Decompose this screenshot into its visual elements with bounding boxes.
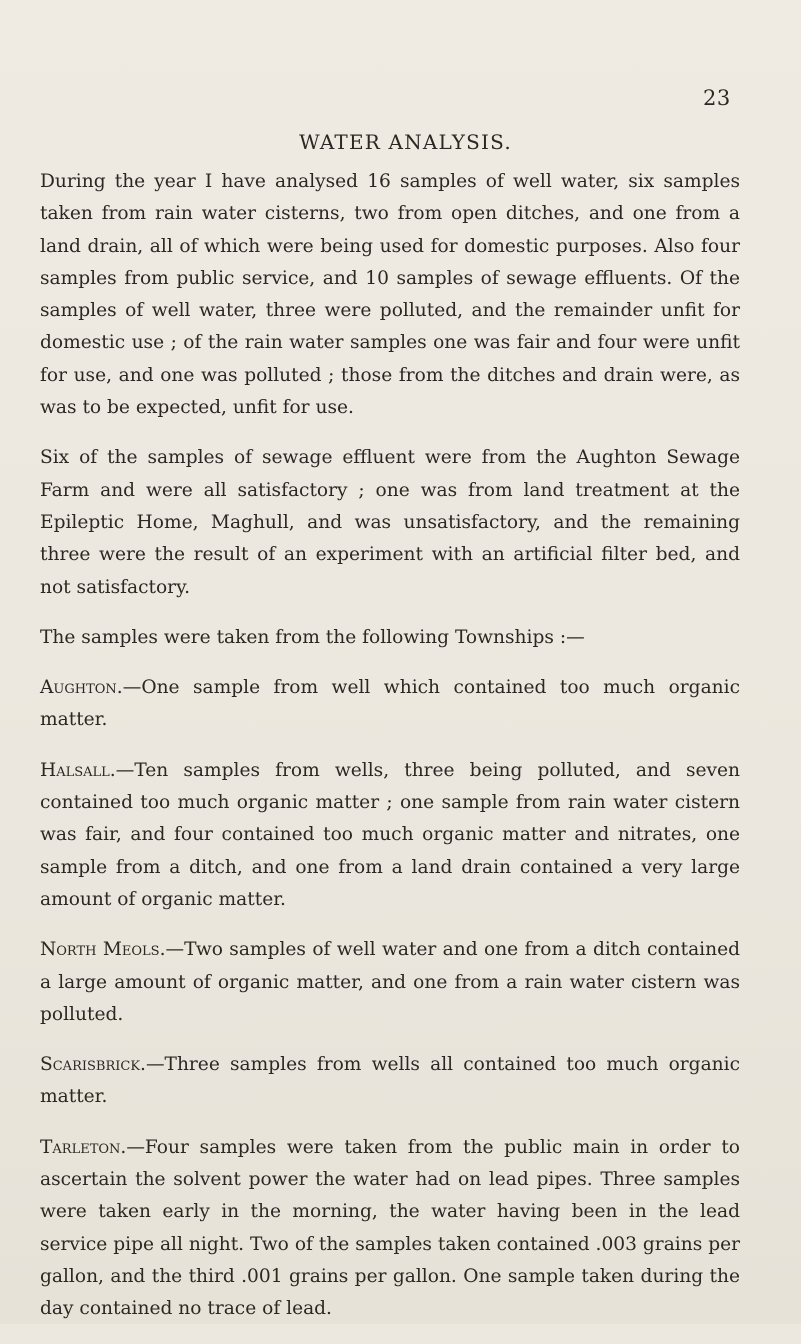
paragraph-halsall	[40, 755, 740, 916]
paragraph-text: The samples were taken from the following Townships :—	[40, 626, 585, 648]
paragraph-sewage-effluent	[40, 442, 740, 603]
paragraph-scarisbrick	[40, 1049, 740, 1114]
paragraph-text: —Three samples from wells all contained too much organic matter.	[40, 1054, 740, 1108]
paragraph-text: —One sample from well which contained too much organic matter.	[40, 677, 740, 731]
paragraph-text: Six of the samples of sewage effluent were from the Aughton Sewage Farm and were all satisfactory ; one was from land treatment at the Epileptic Home, Maghull, and was unsatisfactory, and the remaining three were the result of an experiment with an artificial filter bed, and not satisfactory.	[40, 447, 740, 598]
paragraph-aughton	[40, 672, 740, 737]
township-name: Halsall.	[40, 759, 116, 781]
township-name: Scarisbrick.	[40, 1054, 146, 1076]
paragraph-intro	[40, 166, 740, 424]
body-text	[40, 166, 740, 1344]
paragraph-text: —Four samples were taken from the public main in order to ascertain the solvent power the water had on lead pipes. Three samples were taken early in the morning, the water having been in the lead service pipe all night. Two of the samples taken contained .003 grains per gallon, and the third .001 grains per gallon. One sample taken during the day contained no trace of lead.	[40, 1136, 740, 1320]
township-name: Aughton.	[40, 677, 123, 699]
paragraph-text: —Ten samples from wells, three being polluted, and seven contained too much organic matter ; one sample from rain water cistern was fair, and four contained too much organic matter and nitrates, one sample from a ditch, and one from a land drain contained a very large amount of organic matter.	[40, 759, 740, 910]
paragraph-text: During the year I have analysed 16 samples of well water, six samples taken from rain water cisterns, two from open ditches, and one from a land drain, all of which were being used for domestic purposes. Also four samples from public service, and 10 samples of sewage effluents. Of the samples of well water, three were polluted, and the remainder unfit for domestic use ; of the rain water samples one was fair and four were unfit for use, and one was polluted ; those from the ditches and drain were, as was to be expected, unfit for use.	[40, 171, 740, 419]
section-heading: WATER ANALYSIS.	[299, 130, 512, 154]
paragraph-townships-intro	[40, 622, 740, 654]
township-name: North Meols.	[40, 939, 166, 961]
paragraph-tarleton	[40, 1132, 740, 1326]
page-number: 23	[703, 86, 731, 110]
paragraph-text: —Two samples of well water and one from a ditch contained a large amount of organic matter, and one from a rain water cistern was polluted.	[40, 939, 740, 1025]
paragraph-north-meols	[40, 934, 740, 1031]
township-name: Tarleton.	[40, 1136, 127, 1158]
